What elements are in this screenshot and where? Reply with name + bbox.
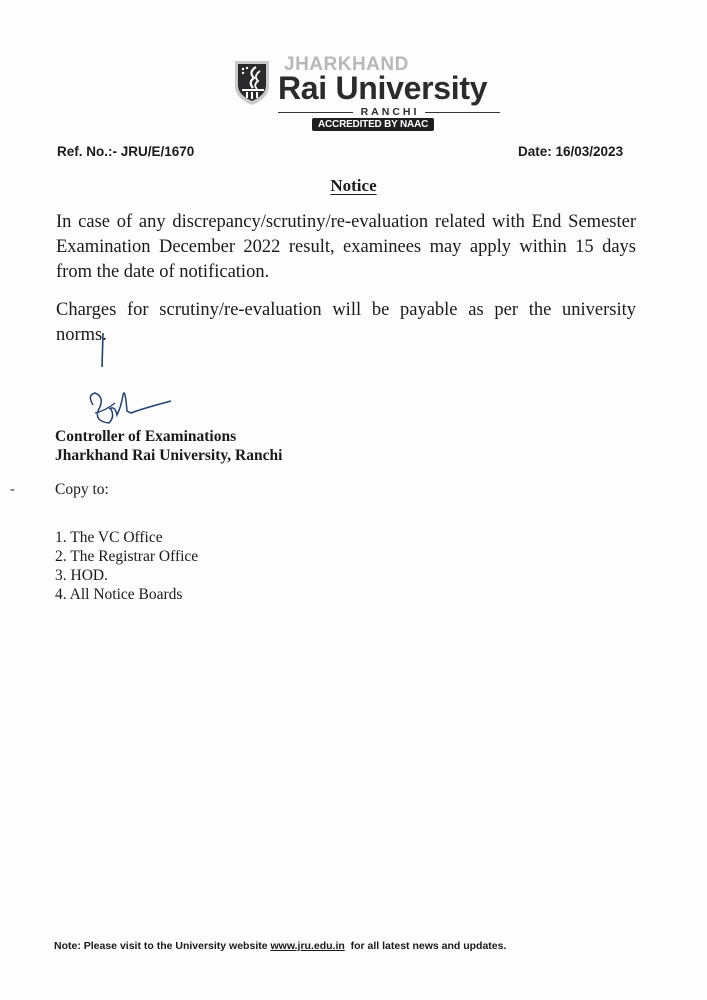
signatory-designation: Controller of Examinations: [55, 428, 237, 445]
letterhead-city: RANCHI: [360, 106, 420, 118]
copy-to-label: Copy to:: [55, 481, 109, 498]
notice-date: Date: 16/03/2023: [518, 144, 624, 159]
notice-paragraph: In case of any discrepancy/scrutiny/re-evaluation related with End Semester Examination December 2022 result, examinees may apply within 15 days from the date of notification.: [56, 212, 636, 282]
letterhead-logo: [232, 56, 502, 134]
university-shield-icon: [232, 58, 272, 106]
list-item: 3. HOD.: [55, 567, 108, 584]
reference-number: Ref. No.:- JRU/E/1670: [57, 144, 195, 159]
website-link[interactable]: www.jru.edu.in: [270, 940, 345, 952]
margin-mark: -: [10, 482, 15, 497]
letterhead-university-name: Rai University: [278, 70, 488, 106]
handwritten-signature-icon: [75, 325, 195, 440]
accreditation-badge: ACCREDITED BY NAAC: [312, 118, 434, 131]
list-item: 1. The VC Office: [55, 529, 163, 546]
notice-paragraph: Charges for scrutiny/re-evaluation will be payable as per the university norms.: [56, 300, 636, 345]
signatory-institution: Jharkhand Rai University, Ranchi: [55, 447, 283, 464]
page-title: Notice: [330, 176, 377, 195]
list-item: 4. All Notice Boards: [55, 586, 183, 603]
footer-suffix: for all latest news and updates.: [344, 940, 507, 952]
copy-to-list: [55, 528, 198, 604]
letterhead-state: JHARKHAND: [284, 54, 409, 75]
divider: [278, 112, 353, 113]
divider: [425, 112, 500, 113]
list-item: 2. The Registrar Office: [55, 548, 199, 565]
letterhead-city-row: [278, 106, 500, 118]
footer-prefix: Note: Please visit to the University website: [54, 940, 271, 952]
footer-note: [54, 940, 506, 952]
